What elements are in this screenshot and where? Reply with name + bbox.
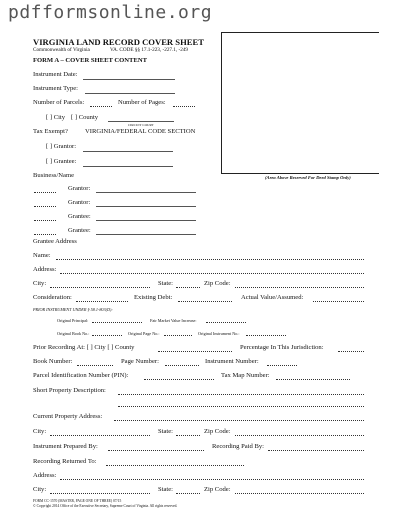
city-label: City: [33, 280, 47, 287]
percentage-label: Percentage In This Jurisdiction: [240, 344, 324, 351]
county-checkbox[interactable]: [ ] County [71, 114, 99, 121]
short-property-field-2[interactable] [118, 406, 364, 407]
original-page-label: Original Page No.: [128, 331, 160, 336]
tax-exempt-label: Tax Exempt? [33, 128, 68, 135]
grantor-checkbox[interactable]: [ ] Grantor: [46, 143, 77, 150]
page-number-label: Page Number: [121, 358, 159, 365]
prepared-by-label: Instrument Prepared By: [33, 443, 98, 450]
property-zip-field[interactable] [235, 435, 364, 436]
instrument-type-label: Instrument Type: [33, 85, 79, 92]
city-checkbox[interactable]: [ ] City [46, 114, 66, 121]
return-city-label: City: [33, 486, 47, 493]
return-address-label: Address: [33, 472, 57, 479]
property-state-field[interactable] [176, 435, 200, 436]
returned-to-label: Recording Returned To: [33, 458, 97, 465]
book-number-label: Book Number: [33, 358, 73, 365]
grantor-2-prefix[interactable] [34, 206, 56, 207]
form-title: VIRGINIA LAND RECORD COVER SHEET [33, 37, 204, 47]
prepared-by-field[interactable] [108, 450, 204, 451]
book-number-field[interactable] [77, 365, 113, 366]
return-state-field[interactable] [176, 493, 200, 494]
pin-field[interactable] [144, 379, 214, 380]
fair-market-value-field[interactable] [206, 322, 246, 323]
zip-code-label: Zip Code: [204, 280, 231, 287]
original-page-field[interactable] [164, 335, 192, 336]
return-state-label: State: [158, 486, 174, 493]
grantee-state-field[interactable] [176, 287, 200, 288]
business-name-heading: Business/Name [33, 172, 75, 179]
grantee-city-field[interactable] [50, 287, 150, 288]
property-city-field[interactable] [50, 435, 150, 436]
number-of-pages-field[interactable] [173, 106, 195, 107]
tax-map-label: Tax Map Number: [221, 372, 270, 379]
section-a-heading: FORM A – COVER SHEET CONTENT [33, 57, 148, 64]
deed-stamp-area [221, 32, 379, 174]
prior-recording-field[interactable] [158, 351, 232, 352]
short-property-label: Short Property Description: [33, 387, 106, 394]
actual-value-label: Actual Value/Assumed: [241, 294, 304, 301]
instrument-number-label: Instrument Number: [205, 358, 259, 365]
original-instrument-label: Original Instrument No.: [198, 331, 240, 336]
consideration-field[interactable] [76, 301, 128, 302]
consideration-label: Consideration: [33, 294, 72, 301]
address-label: Address: [33, 266, 57, 273]
existing-debt-field[interactable] [178, 301, 232, 302]
paid-by-field[interactable] [268, 450, 364, 451]
instrument-type-field[interactable] [85, 93, 175, 94]
paid-by-label: Recording Paid By: [212, 443, 265, 450]
state-label: State: [158, 280, 174, 287]
existing-debt-label: Existing Debt: [134, 294, 173, 301]
commonwealth-label: Commonwealth of Virginia [33, 47, 90, 53]
returned-to-field[interactable] [106, 465, 244, 466]
property-state-label: State: [158, 428, 174, 435]
code-section-label: VIRGINIA/FEDERAL CODE SECTION [85, 128, 196, 135]
tax-map-field[interactable] [276, 379, 350, 380]
short-property-field-1[interactable] [118, 394, 364, 395]
return-zip-field[interactable] [235, 493, 364, 494]
grantee-2-prefix[interactable] [34, 234, 56, 235]
va-code-label: VA. CODE §§ 17.1-223, -227.1, -249 [110, 47, 189, 53]
pin-label: Parcel Identification Number (PIN): [33, 372, 129, 379]
return-address-field[interactable] [60, 479, 364, 480]
number-of-pages-label: Number of Pages: [118, 99, 166, 106]
actual-value-field[interactable] [313, 301, 364, 302]
grantee-zip-field[interactable] [235, 287, 364, 288]
page-number-field[interactable] [165, 365, 199, 366]
prior-recording-label[interactable]: Prior Recording At: [ ] City [ ] County [33, 344, 135, 351]
name-label: Name: [33, 252, 51, 259]
original-book-field[interactable] [92, 335, 122, 336]
grantor-2-label: Grantor: [68, 199, 91, 206]
copyright-notice: © Copyright 2014 Office of the Executive Secretary, Supreme Court of Virginia. All rights reserved. [33, 504, 178, 508]
grantor-1-label: Grantor: [68, 185, 91, 192]
instrument-date-field[interactable] [83, 79, 175, 80]
instrument-date-label: Instrument Date: [33, 71, 78, 78]
grantor-2-field[interactable] [96, 206, 196, 207]
grantee-address-heading: Grantee Address [33, 238, 77, 245]
fair-market-value-label: Fair Market Value Increase: [150, 318, 197, 323]
grantee-address-field[interactable] [60, 273, 364, 274]
circuit-court-field[interactable] [108, 121, 174, 122]
instrument-number-field[interactable] [267, 365, 297, 366]
return-zip-label: Zip Code: [204, 486, 231, 493]
grantee-1-label: Grantee: [68, 213, 91, 220]
grantee-1-prefix[interactable] [34, 220, 56, 221]
site-watermark: pdfformsonline.org [8, 2, 213, 23]
grantee-name-field[interactable] [56, 259, 364, 260]
original-instrument-field[interactable] [246, 335, 286, 336]
form-number: FORM CC-1570 (MASTER, PAGE ONE OF THREE) 07/15 [33, 499, 122, 503]
grantor-1-field[interactable] [96, 192, 196, 193]
original-book-label: Original Book No.: [57, 331, 90, 336]
number-of-parcels-label: Number of Parcels: [33, 99, 85, 106]
grantee-2-field[interactable] [96, 234, 196, 235]
property-zip-label: Zip Code: [204, 428, 231, 435]
circuit-court-caption: CIRCUIT COURT [128, 123, 154, 127]
percentage-field[interactable] [338, 351, 364, 352]
exempt-grantee-field[interactable] [83, 166, 173, 167]
return-city-field[interactable] [50, 493, 150, 494]
current-property-address-label: Current Property Address: [33, 413, 103, 420]
original-principal-label: Original Principal: [57, 318, 89, 323]
property-city-label: City: [33, 428, 47, 435]
number-of-parcels-field[interactable] [90, 106, 112, 107]
exempt-grantor-field[interactable] [83, 151, 173, 152]
grantee-checkbox[interactable]: [ ] Grantee: [46, 158, 77, 165]
current-property-address-field[interactable] [114, 420, 364, 421]
grantor-1-prefix[interactable] [34, 192, 56, 193]
prior-instrument-heading: PRIOR INSTRUMENT UNDER § 58.1-803(D): [33, 307, 113, 312]
grantee-1-field[interactable] [96, 220, 196, 221]
stamp-area-note: (Area Above Reserved For Deed Stamp Only) [265, 175, 351, 180]
grantee-2-label: Grantee: [68, 227, 91, 234]
original-principal-field[interactable] [92, 322, 142, 323]
